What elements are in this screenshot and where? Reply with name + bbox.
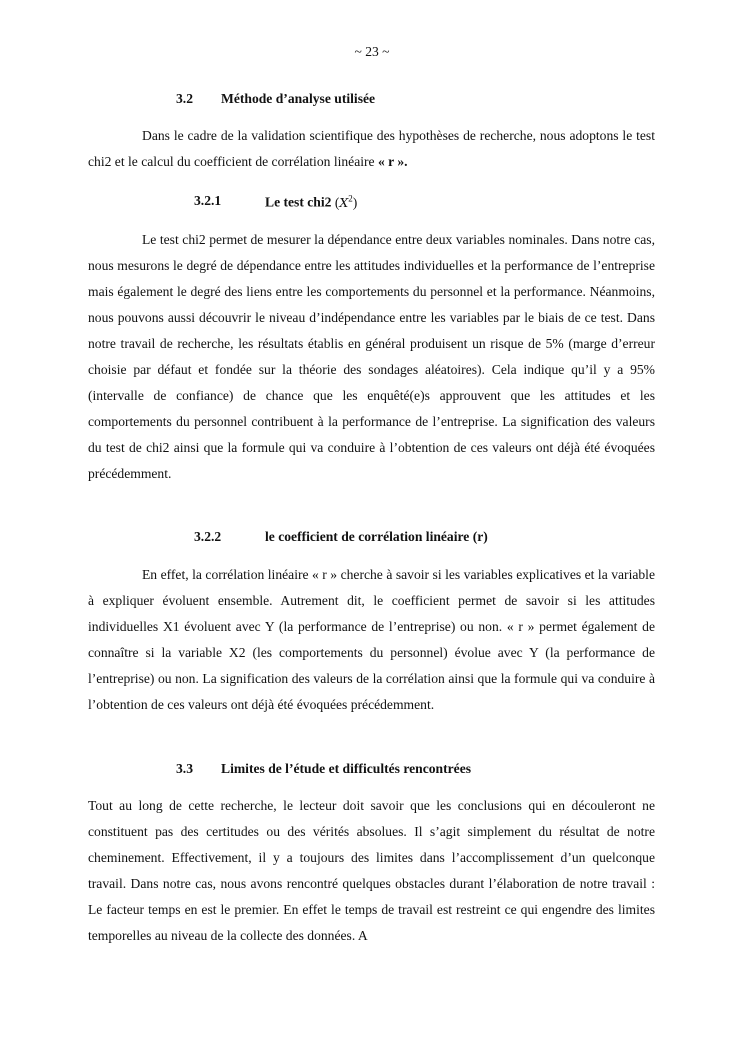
paragraph-intro-text: Dans le cadre de la validation scientifique des hypothèses de recherche, nous adoptons le test chi2 et le calcul du coefficient de corrélation linéaire [88, 128, 655, 169]
section-number: 3.2.2 [194, 529, 222, 544]
section-number: 3.2.1 [194, 193, 222, 208]
section-title: Limites de l’étude et difficultés rencontrées [221, 761, 472, 776]
section-title: le coefficient de corrélation linéaire (r) [265, 529, 488, 544]
paragraph-intro [88, 123, 655, 175]
section-title: Méthode d’analyse utilisée [221, 91, 376, 106]
section-title: Le test chi2 [265, 194, 332, 210]
paragraph-intro-bold: « r ». [377, 154, 408, 169]
paragraph-limits: Tout au long de cette recherche, le lecteur doit savoir que les conclusions qui en découleront ne constituent pas des certitudes ou des vérités absolues. Il s’agit simplement du résultat de notre cheminement. Effectivement, il y a toujours des limites dans l’accomplissement d’un quelconque travail. Dans notre cas, nous avons rencontré quelques obstacles durant l’élaboration de notre travail : Le facteur temps en est le premier. En effet le temps de travail est restreint ce qui engendre des limites temporelles au niveau de la collecte des données. A [88, 798, 655, 943]
chi-square-symbol: $(X^2)$ [334, 193, 358, 210]
paragraph-correlation: En effet, la corrélation linéaire « r » cherche à savoir si les variables explicatives et la variable à expliquer évoluent ensemble. Autrement dit, le coefficient permet de savoir si les attitudes individuelles X1 évoluent avec Y (la performance de l’entreprise) ou non. « r » permet également de connaître si la variable X2 (les comportements du personnel) évolue avec Y (la performance de l’entreprise) ou non. La signification des valeurs de la corrélation ainsi que la formule qui va conduire à l’obtention de ces valeurs ont déjà été évoquées précédemment. [88, 567, 655, 712]
chi-symbol-exponent: 2 [348, 193, 353, 203]
chi-symbol-base: X [339, 194, 349, 210]
page-number: ~ 23 ~ [354, 44, 390, 59]
section-number: 3.2 [176, 91, 193, 106]
section-title-wrap [265, 193, 357, 211]
paragraph-chi2: Le test chi2 permet de mesurer la dépendance entre deux variables nominales. Dans notre cas, nous mesurons le degré de dépendance entre les attitudes individuelles et la performance de l’entreprise mais également le degré des liens entre les comportements du personnel et la performance. Néanmoins, nous pouvons aussi découvrir le niveau d’indépendance entre les variables par le biais de ce test. Dans notre travail de recherche, les résultats établis en général produisent un risque de 5% (marge d’erreur choisie par défaut et fondée sur la théorie des sondages aléatoires). Cela indique qu’il y a 95% (intervalle de confiance) de chance que les enquêté(e)s approuvent que les attitudes et les comportements du personnel contribuent à la performance de l’entreprise. La signification des valeurs du test de chi2 ainsi que la formule qui va conduire à l’obtention de ces valeurs ont déjà été évoquées précédemment. [88, 232, 655, 481]
section-number: 3.3 [176, 761, 193, 776]
